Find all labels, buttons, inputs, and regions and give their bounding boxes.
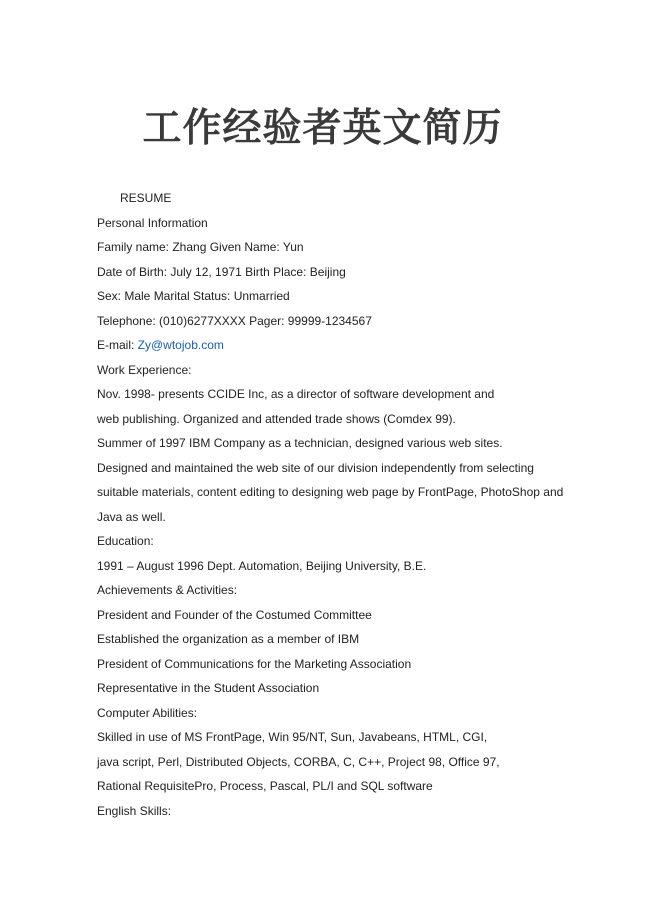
section-education: Education:	[97, 534, 154, 548]
achievement-line: Representative in the Student Association	[97, 681, 320, 695]
achievement-line: President and Founder of the Costumed Committee	[97, 607, 372, 622]
achievement-line: President of Communications for the Marketing Association	[97, 656, 412, 671]
section-computer-abilities: Computer Abilities:	[97, 705, 198, 720]
computer-line: Skilled in use of MS FrontPage, Win 95/NT, Sun, Javabeans, HTML, CGI,	[97, 730, 488, 744]
computer-line: java script, Perl, Distributed Objects, CORBA, C, C++, Project 98, Office 97,	[97, 754, 500, 769]
work-line: Nov. 1998- presents CCIDE Inc, as a director of software development and	[97, 387, 495, 401]
birth-line: Date of Birth: July 12, 1971 Birth Place: Beijing	[97, 264, 346, 279]
email-line	[97, 333, 617, 358]
telephone-line: Telephone: (010)6277XXXX Pager: 99999-1234567	[97, 313, 372, 328]
email-link[interactable]: Zy@wtojob.com	[137, 338, 224, 352]
work-line: Designed and maintained the web site of our division independently from selecting	[97, 460, 534, 475]
work-line: suitable materials, content editing to designing web page by FrontPage, PhotoShop and	[97, 485, 564, 499]
work-line: Summer of 1997 IBM Company as a technician, designed various web sites.	[97, 436, 503, 450]
section-english-skills: English Skills:	[97, 803, 172, 818]
work-line: Java as well.	[97, 509, 166, 524]
work-line: web publishing. Organized and attended trade shows (Comdex 99).	[97, 411, 456, 426]
computer-line: Rational RequisitePro, Process, Pascal, PL/I and SQL software	[97, 779, 433, 793]
name-line: Family name: Zhang Given Name: Yun	[97, 240, 304, 254]
achievement-line: Established the organization as a member of IBM	[97, 632, 360, 646]
section-work-experience: Work Experience:	[97, 362, 192, 377]
section-achievements: Achievements & Activities:	[97, 583, 238, 597]
section-personal-information: Personal Information	[97, 215, 208, 230]
resume-heading: RESUME	[120, 191, 172, 205]
education-line: 1991 – August 1996 Dept. Automation, Beijing University, B.E.	[97, 558, 427, 573]
resume-body	[97, 186, 617, 823]
document-title: 工作经验者英文简历	[142, 106, 503, 151]
sex-status-line: Sex: Male Marital Status: Unmarried	[97, 289, 290, 303]
email-label: E-mail:	[97, 338, 138, 352]
